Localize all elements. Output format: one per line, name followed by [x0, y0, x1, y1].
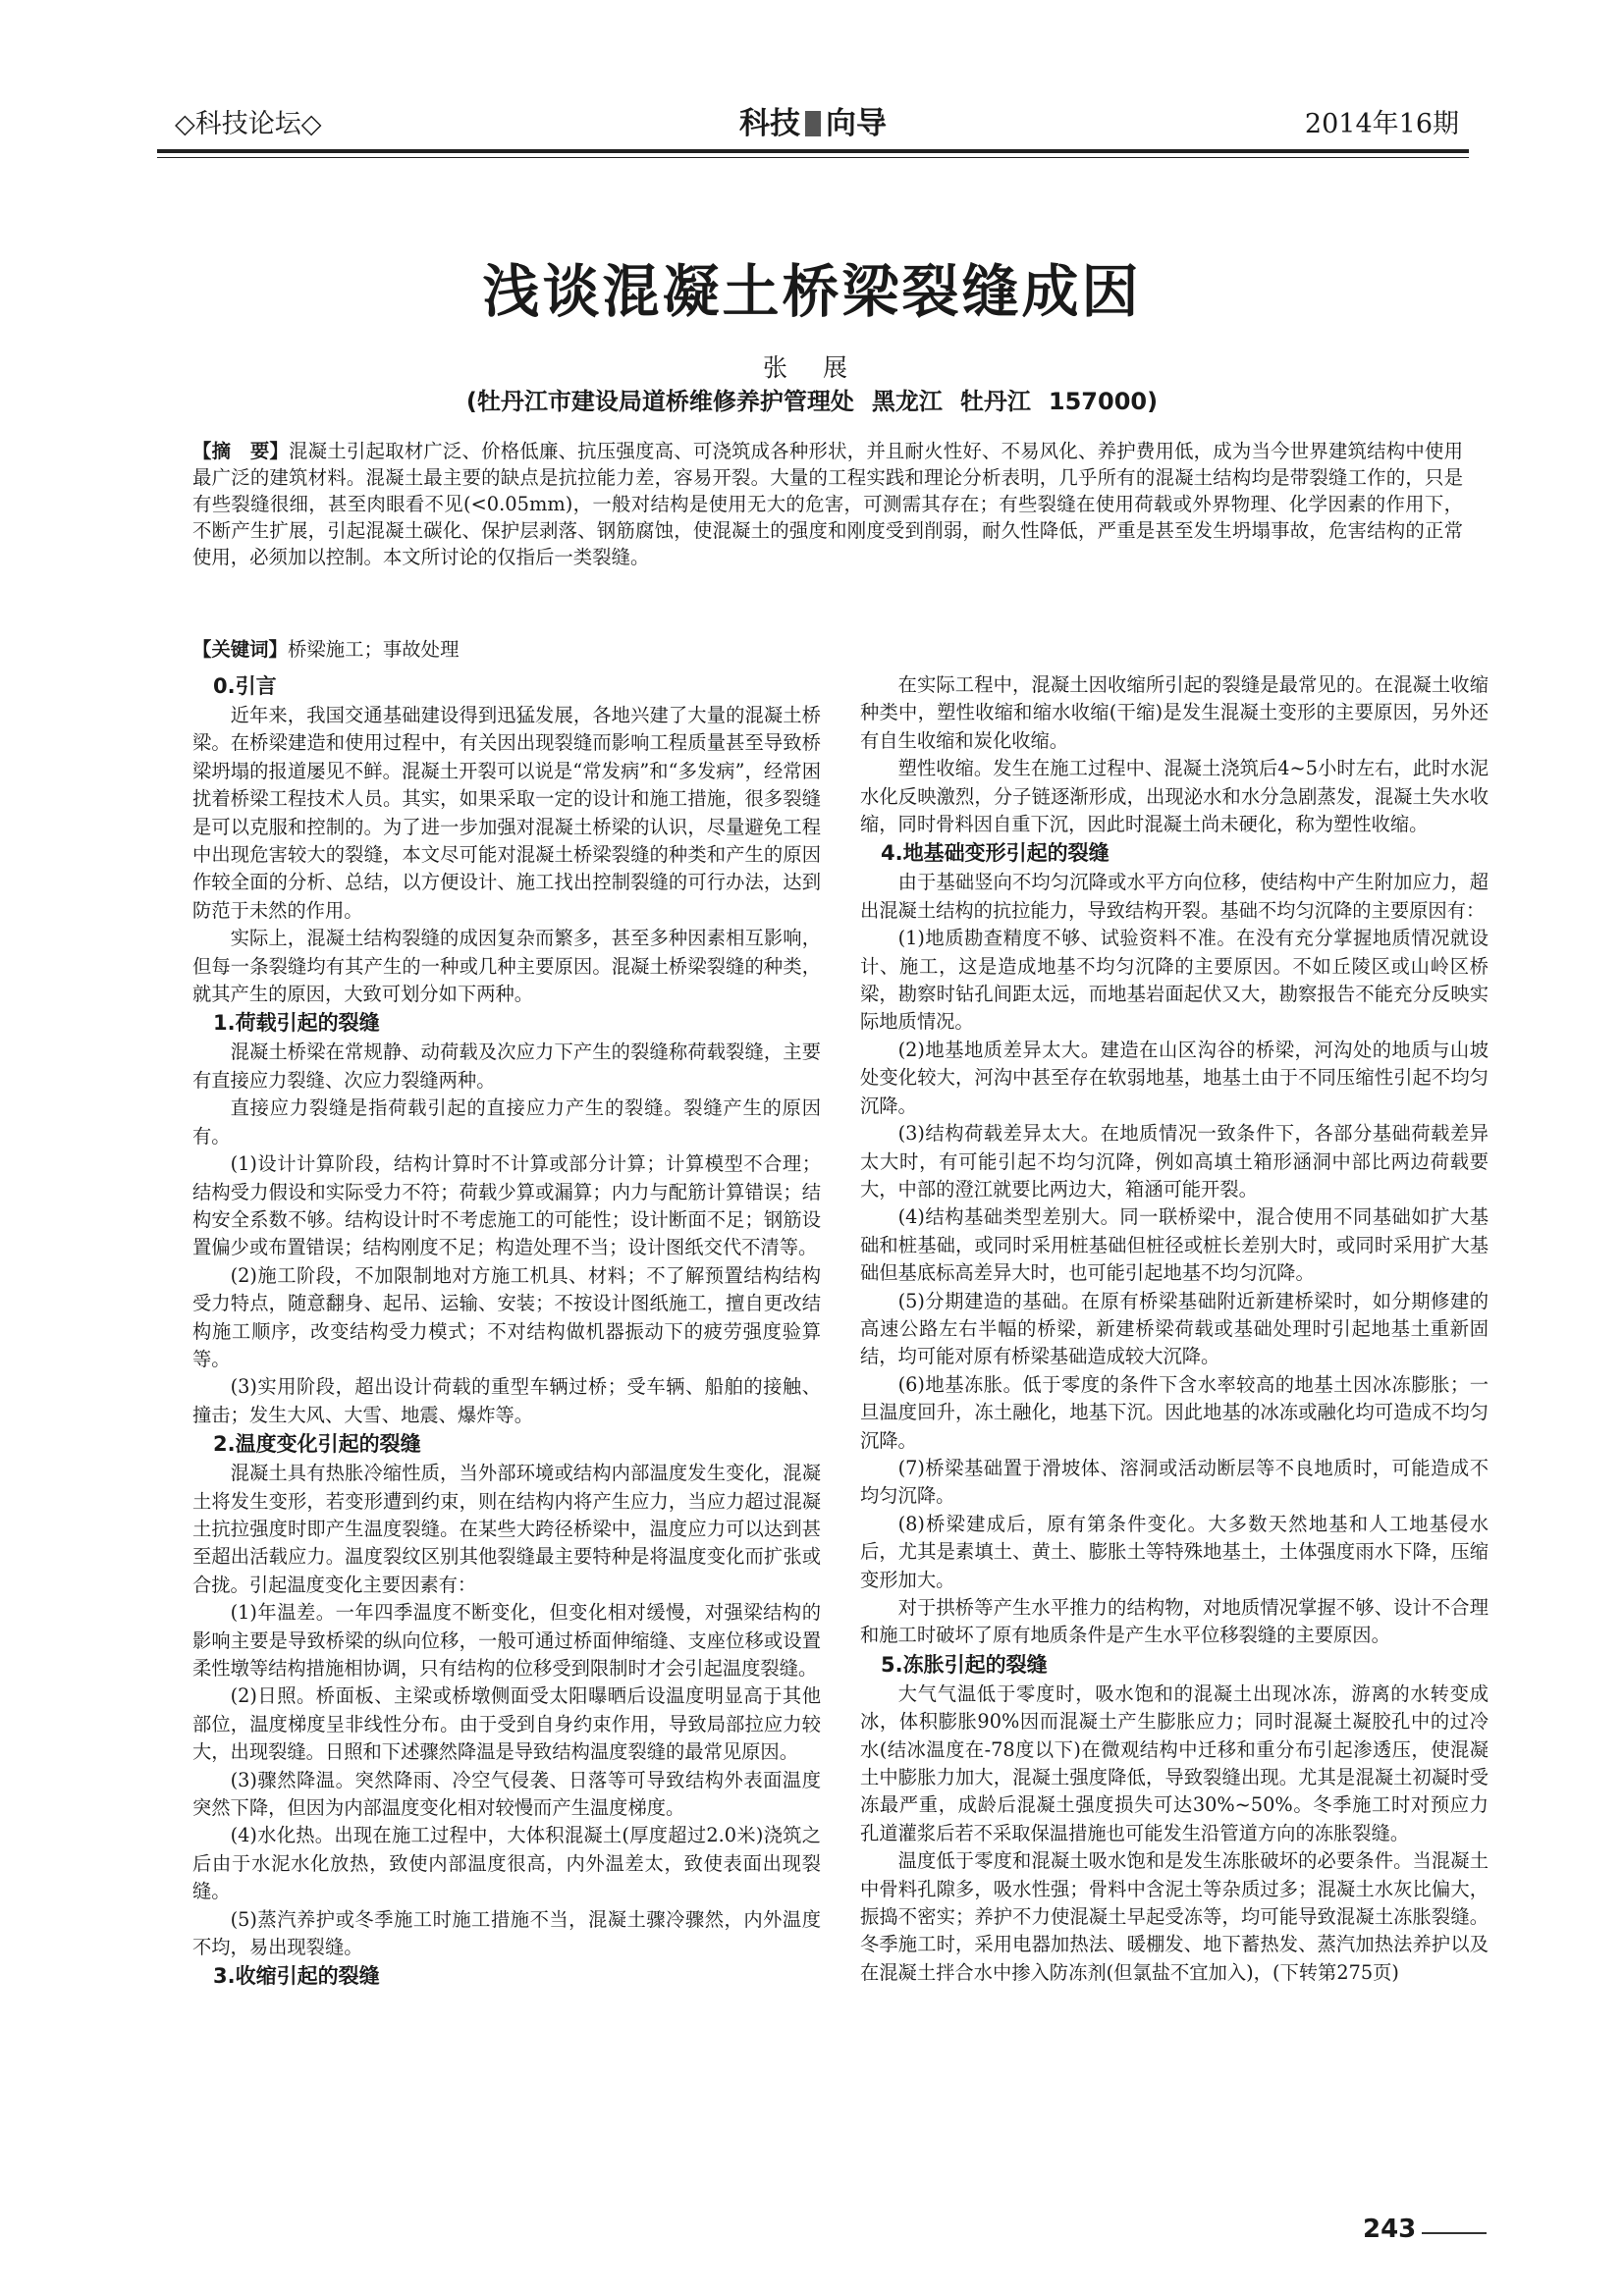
footer-rule — [1422, 2232, 1487, 2234]
body-paragraph: 由于基础竖向不均匀沉降或水平方向位移，使结构中产生附加应力，超出混凝土结构的抗拉能力，导致结构开裂。基础不均匀沉降的主要原因有： — [860, 871, 1489, 922]
section-heading: 1.荷载引起的裂缝 — [213, 1011, 380, 1036]
body-paragraph: (8)桥梁建成后，原有第条件变化。大多数天然地基和人工地基侵水后，尤其是素填土、黄土、膨胀土等特殊地基土，土体强度雨水下降，压缩变形加大。 — [860, 1512, 1489, 1591]
body-paragraph: 直接应力裂缝是指荷载引起的直接应力产生的裂缝。裂缝产生的原因有。 — [192, 1096, 821, 1148]
body-paragraph: (2)日照。桥面板、主梁或桥墩侧面受太阳曝晒后设温度明显高于其他部位，温度梯度呈非线性分布。由于受到自身约束作用，导致局部拉应力较大，出现裂缝。日照和下述骤然降温是导致结构温度裂缝的最常见原因。 — [192, 1684, 821, 1764]
journal-logo-icon — [805, 111, 821, 136]
journal-name-part2: 向导 — [826, 106, 887, 141]
body-paragraph: 近年来，我国交通基础建设得到迅猛发展，各地兴建了大量的混凝土桥梁。在桥梁建造和使用过程中，有关因出现裂缝而影响工程质量甚至导致桥梁坍塌的报道屡见不鲜。混凝土开裂可以说是“常发病”和“多发病”，经常困扰着桥梁工程技术人员。其实，如果采取一定的设计和施工措施，很多裂缝是可以克服和控制的。为了进一步加强对混凝土桥梁的认识，尽量避免工程中出现危害较大的裂缝，本文尽可能对混凝土桥梁裂缝的种类和产生的原因作较全面的分析、总结，以方便设计、施工找出控制裂缝的可行办法，达到防范于未然的作用。 — [192, 704, 821, 922]
body-paragraph: (4)结构基础类型差别大。同一联桥梁中，混合使用不同基础如扩大基础和桩基础，或同时采用桩基础但桩径或桩长差别大时，或同时采用扩大基础但基底标高差异大时，也可能引起地基不均匀沉降。 — [860, 1205, 1489, 1285]
body-paragraph: (6)地基冻胀。低于零度的条件下含水率较高的地基土因冰冻膨胀；一旦温度回升，冻土融化，地基下沉。因此地基的冰冻或融化均可造成不均匀沉降。 — [860, 1372, 1489, 1452]
affiliation-city: 牡丹江 — [959, 388, 1031, 415]
body-paragraph: (7)桥梁基础置于滑坡体、溶洞或活动断层等不良地质时，可能造成不均匀沉降。 — [860, 1456, 1489, 1508]
body-paragraph: (2)施工阶段，不加限制地对方施工机具、材料；不了解预置结构结构受力特点，随意翻身、起吊、运输、安装；不按设计图纸施工，擅自更改结构施工顺序，改变结构受力模式；不对结构做机器振动下的疲劳强度验算等。 — [192, 1263, 821, 1370]
body-paragraph: (2)地基地质差异太大。建造在山区沟谷的桥梁，河沟处的地质与山坡处变化较大，河沟中甚至存在软弱地基，地基土由于不同压缩性引起不均匀沉降。 — [860, 1038, 1489, 1117]
section-heading: 3.收缩引起的裂缝 — [213, 1964, 380, 1989]
body-paragraph: 实际上，混凝土结构裂缝的成因复杂而繁多，甚至多种因素相互影响，但每一条裂缝均有其产生的一种或几种主要原因。混凝土桥梁裂缝的种类，就其产生的原因，大致可划分如下两种。 — [192, 927, 821, 1006]
page-header — [157, 94, 1469, 145]
body-paragraph: 在实际工程中，混凝土因收缩所引起的裂缝是最常见的。在混凝土收缩种类中，塑性收缩和缩水收缩(干缩)是发生混凝土变形的主要原因，另外还有自生收缩和炭化收缩。 — [860, 673, 1489, 752]
body-paragraph: (3)实用阶段，超出设计荷载的重型车辆过桥；受车辆、船舶的接触、撞击；发生大风、大雪、地震、爆炸等。 — [192, 1375, 821, 1426]
body-paragraph: 混凝土具有热胀冷缩性质，当外部环境或结构内部温度发生变化，混凝土将发生变形，若变形遭到约束，则在结构内将产生应力，当应力超过混凝土抗拉强度时即产生温度裂缝。在某些大跨径桥梁中，温度应力可以达到甚至超出活载应力。温度裂纹区别其他裂缝最主要特种是将温度变化而扩张或合拢。引起温度变化主要因素有： — [192, 1462, 821, 1596]
body-paragraph: (4)水化热。出现在施工过程中，大体积混凝土(厚度超过2.0米)浇筑之后由于水泥水化放热，致使内部温度很高，内外温差太，致使表面出现裂缝。 — [192, 1824, 821, 1903]
section-heading: 2.温度变化引起的裂缝 — [213, 1432, 421, 1457]
abstract — [192, 438, 1463, 570]
body-paragraph: (1)地质勘查精度不够、试验资料不准。在没有充分掌握地质情况就设计、施工，这是造成地基不均匀沉降的主要原因。不如丘陵区或山岭区桥梁，勘察时钻孔间距太远，而地基岩面起伏又大，勘察报告不能充分反映实际地质情况。 — [860, 927, 1489, 1034]
affiliation-province: 黑龙江 — [871, 388, 943, 415]
body-paragraph: 温度低于零度和混凝土吸水饱和是发生冻胀破坏的必要条件。当混凝土中骨料孔隙多，吸水性强；骨料中含泥土等杂质过多；混凝土水灰比偏大，振捣不密实；养护不力使混凝土早起受冻等，均可能导致混凝土冻胀裂缝。冬季施工时，采用电器加热法、暖棚发、地下蓄热发、蒸汽加热法养护以及在混凝土拌合水中掺入防冻剂(但氯盐不宜加入)，(下转第275页) — [860, 1849, 1489, 1984]
article-title: 浅谈混凝土桥梁裂缝成因 — [482, 258, 1142, 325]
body-paragraph: 大气气温低于零度时，吸水饱和的混凝土出现冰冻，游离的水转变成冰，体积膨胀90%因而混凝土产生膨胀应力；同时混凝土凝胶孔中的过冷水(结冰温度在-78度以下)在微观结构中迁移和重分布引起渗透压，使混凝土中膨胀力加大，混凝土强度降低，导致裂缝出现。尤其是混凝土初凝时受冻最严重，成龄后混凝土强度损失可达30%~50%。冬季施工时对预应力孔道灌浆后若不采取保温措施也可能发生沿管道方向的冻胀裂缝。 — [860, 1682, 1489, 1844]
header-rule-thick — [157, 149, 1469, 153]
body-paragraph: 对于拱桥等产生水平推力的结构物，对地质情况掌握不够、设计不合理和施工时破坏了原有地质条件是产生水平位移裂缝的主要原因。 — [860, 1596, 1489, 1647]
affiliation-zip: 157000) — [1048, 388, 1159, 415]
section-heading: 0.引言 — [213, 674, 277, 698]
keywords-text: 桥梁施工；事故处理 — [287, 638, 460, 661]
abstract-text: 混凝土引起取材广泛、价格低廉、抗压强度高、可浇筑成各种形状，并且耐火性好、不易风化、养护费用低，成为当今世界建筑结构中使用最广泛的建筑材料。混凝土最主要的缺点是抗拉能力差，容易开裂。大量的工程实践和理论分析表明，几乎所有的混凝土结构均是带裂缝工作的，只是有些裂缝很细，甚至肉眼看不见(<0.05mm)，一般对结构是使用无大的危害，可测需其存在；有些裂缝在使用荷载或外界物理、化学因素的作用下，不断产生扩展，引起混凝土碳化、保护层剥落、钢筋腐蚀，使混凝土的强度和刚度受到削弱，耐久性降低，严重是甚至发生坍塌事故，危害结构的正常使用，必须加以控制。本文所讨论的仅指后一类裂缝。 — [192, 440, 1463, 568]
body-paragraph: (5)蒸汽养护或冬季施工时施工措施不当，混凝土骤冷骤然，内外温度不均，易出现裂缝。 — [192, 1907, 821, 1959]
body-paragraph: (1)年温差。一年四季温度不断变化，但变化相对缓慢，对强梁结构的影响主要是导致桥梁的纵向位移，一般可通过桥面伸缩缝、支座位移或设置柔性墩等结构措施相协调，只有结构的位移受到限制时才会引起温度裂缝。 — [192, 1601, 821, 1680]
journal-name-part1: 科技 — [739, 106, 800, 141]
body-paragraph: 塑性收缩。发生在施工过程中、混凝土浇筑后4~5小时左右，此时水泥水化反映激烈，分子链逐渐形成，出现泌水和水分急剧蒸发，混凝土失水收缩，同时骨料因自重下沉，因此时混凝土尚未硬化，称为塑性收缩。 — [860, 757, 1489, 836]
body-paragraph: (1)设计计算阶段，结构计算时不计算或部分计算；计算模型不合理；结构受力假设和实际受力不符；荷载少算或漏算；内力与配筋计算错误；结构安全系数不够。结构设计时不考虑施工的可能性；设计断面不足；钢筋设置偏少或布置错误；结构刚度不足；构造处理不当；设计图纸交代不清等。 — [192, 1152, 821, 1259]
header-rule-thin — [157, 157, 1469, 158]
affiliation-org: (牡丹江市建设局道桥维修养护管理处 — [465, 388, 854, 415]
section-heading: 5.冻胀引起的裂缝 — [881, 1652, 1048, 1677]
body-paragraph: (3)结构荷载差异太大。在地质情况一致条件下，各部分基础荷载差异太大时，有可能引起不均匀沉降，例如高填土箱形涵洞中部比两边荷载要大，中部的澄江就要比两边大，箱涵可能开裂。 — [860, 1122, 1489, 1201]
page-number: 243 — [1363, 2215, 1417, 2244]
body-paragraph: (3)骤然降温。突然降雨、冷空气侵袭、日落等可导致结构外表面温度突然下降，但因为内部温度变化相对较慢而产生温度梯度。 — [192, 1768, 821, 1820]
author-affiliation — [0, 382, 1624, 416]
keywords-label: 【关键词】 — [192, 638, 288, 661]
keywords — [192, 636, 1463, 663]
left-column — [192, 671, 821, 1992]
right-column — [860, 671, 1489, 1987]
abstract-label: 【摘 要】 — [192, 440, 290, 462]
issue-label: 2014年16期 — [1304, 109, 1459, 139]
body-paragraph: (5)分期建造的基础。在原有桥梁基础附近新建桥梁时，如分期修建的高速公路左右半幅的桥梁，新建桥梁荷载或基础处理时引起地基土重新固结，均可能对原有桥梁基础造成较大沉降。 — [860, 1289, 1489, 1368]
article-author: 张 展 — [763, 353, 861, 382]
header-section-label: ◇科技论坛◇ — [175, 109, 322, 139]
journal-name — [157, 98, 1469, 142]
body-paragraph: 混凝土桥梁在常规静、动荷载及次应力下产生的裂缝称荷载裂缝，主要有直接应力裂缝、次应力裂缝两种。 — [192, 1041, 821, 1092]
section-heading: 4.地基础变形引起的裂缝 — [881, 841, 1110, 866]
